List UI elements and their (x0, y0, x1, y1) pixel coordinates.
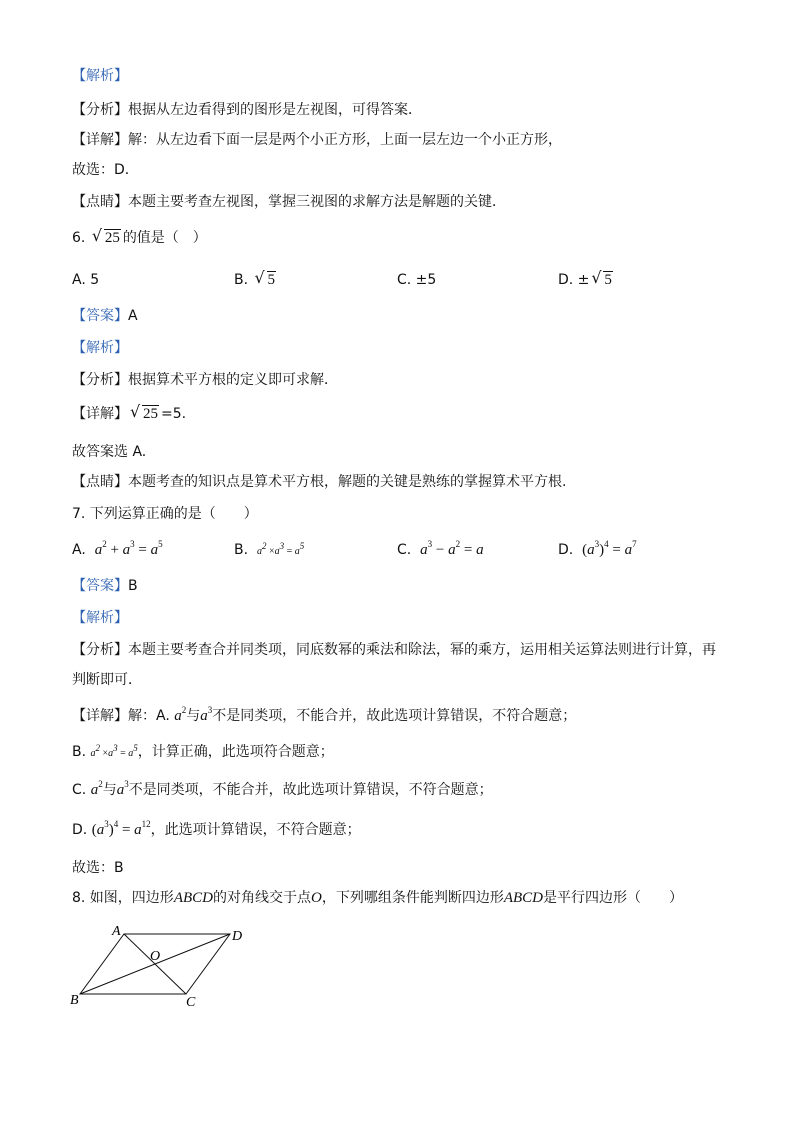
vertex-label-d: D (232, 929, 243, 944)
q7-xiangjie-c: C. $a^2$与$a^3$不是同类项，不能合并，故此选项计算错误，不符合题意； (72, 779, 493, 798)
q6-option-a: A. 5 (72, 272, 100, 288)
q6-fenxi: 【分析】根据算术平方根的定义即可求解． (72, 372, 338, 388)
q6-jiexi-tag: 【解析】 (72, 340, 128, 356)
q7-option-c: C. $a^3 - a^2 = a$ (397, 539, 484, 558)
sqrt-icon: √ 5 (591, 268, 612, 288)
q7-jiexi-tag: 【解析】 (72, 610, 128, 626)
q7-fenxi-line1: 【分析】本题主要考查合并同类项，同底数幂的乘法和除法，幂的乘方，运用相关运算法则进行计算，再 (72, 642, 716, 658)
q7-fenxi-line2: 判断即可． (72, 672, 142, 688)
q7-xiangjie-a: 【详解】解：A. $a^2$与$a^3$不是同类项，不能合并，故此选项计算错误，不符合题意； (72, 705, 577, 724)
q6-guxuan: 故答案选 A. (72, 444, 147, 460)
q7-xiangjie-d: D. $(a^3)^4 = a^{12}$，此选项计算错误，不符合题意； (72, 819, 361, 838)
q7-guxuan: 故选：B (72, 860, 124, 876)
q7-stem: 7. 下列运算正确的是（ ） (72, 506, 258, 522)
q5-dianjing: 【点睛】本题主要考查左视图，掌握三视图的求解方法是解题的关键． (72, 194, 506, 210)
q6-stem: 6. √ 25 的值是（ ） (72, 226, 207, 246)
q5-guxuan: 故选：D． (72, 162, 139, 178)
vertex-label-b: B (70, 993, 79, 1008)
q7-option-b: B. $a^2 \times a^3 = a^5$ (234, 540, 305, 558)
q6-option-c: C. ±5 (397, 272, 437, 288)
q7-option-a: A. $a^2 + a^3 = a^5$ (72, 539, 163, 558)
sqrt-icon: √ 25 (91, 226, 120, 246)
q6-xiangjie: 【详解】 √ 25 =5. (72, 402, 187, 422)
q8-stem: 8. 如图，四边形ABCD的对角线交于点O，下列哪组条件能判断四边形ABCD是平行四边形（ ） (72, 890, 683, 906)
q6-option-b: B. √ 5 (234, 268, 276, 288)
q5-xiangjie: 【详解】解：从左边看下面一层是两个小正方形，上面一层左边一个小正方形， (72, 132, 562, 148)
q5-fenxi: 【分析】根据从左边看得到的图形是左视图，可得答案． (72, 102, 422, 118)
q6-daan: 【答案】A (72, 308, 138, 324)
vertex-label-a: A (112, 924, 121, 939)
q5-jiexi-tag: 【解析】 (72, 68, 128, 84)
q6-dianjing: 【点睛】本题考查的知识点是算术平方根，解题的关键是熟练的掌握算术平方根. (72, 474, 567, 490)
parallelogram-diagram (66, 922, 266, 1012)
sqrt-icon: √ 25 (130, 402, 158, 422)
vertex-label-c: C (186, 995, 196, 1010)
q6-option-d: D. ± √ 5 (558, 268, 612, 288)
q7-daan: 【答案】B (72, 578, 138, 594)
q7-option-d: D. $(a^3)^4 = a^7$ (558, 539, 637, 558)
intersection-label-o: O (150, 949, 161, 964)
q7-xiangjie-b: B. $a^2 \times a^3 = a^5$，计算正确，此选项符合题意； (72, 742, 334, 760)
sqrt-icon: √ 5 (254, 268, 276, 288)
